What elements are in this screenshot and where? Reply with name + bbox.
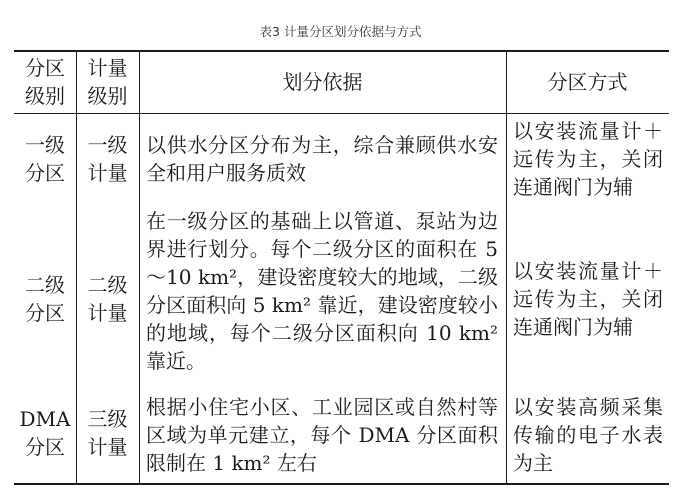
header-division-basis: 划分依据 xyxy=(282,70,363,94)
header-rule xyxy=(14,113,669,114)
bottom-rule xyxy=(14,483,669,485)
row1-metering-level: 一级 计量 xyxy=(87,133,128,185)
row2-division-basis: 在一级分区的基础上以管道、泵站为边界进行划分。每个二级分区的面积在 5～10 km²，建设密度较大的地域，二级分区面积向 5 km² 靠近，建设密度较小的地域，每个二级分区面积向 10 km² 靠近。 xyxy=(146,209,498,373)
column-divider-2 xyxy=(139,50,140,484)
header-zone-level: 分区 级别 xyxy=(25,56,65,108)
row2-zoning-method: 以安装流量计＋远传为主，关闭连通阀门为辅 xyxy=(513,259,663,339)
row2-metering-level: 二级 计量 xyxy=(87,273,128,325)
row1-division-basis: 以供水分区分布为主，综合兼顾供水安全和用户服务质效 xyxy=(146,133,498,185)
row1-zoning-method: 以安装流量计＋远传为主，关闭连通阀门为辅 xyxy=(513,119,663,199)
row1-zone-level: 一级 分区 xyxy=(25,133,65,185)
row3-division-basis: 根据小住宅小区、工业园区或自然村等区域为单元建立，每个 DMA 分区面积限制在 1 km² 左右 xyxy=(146,395,498,475)
column-divider-3 xyxy=(506,50,507,484)
row2-zone-level: 二级 分区 xyxy=(25,273,65,325)
table-caption: 表3 计量分区划分依据与方式 xyxy=(259,24,422,39)
row3-zoning-method: 以安装高频采集传输的电子水表为主 xyxy=(513,395,663,475)
row3-metering-level: 三级 计量 xyxy=(87,407,128,459)
header-zoning-method: 分区方式 xyxy=(547,70,628,94)
row3-zone-level: DMA 分区 xyxy=(19,407,71,459)
top-rule xyxy=(14,50,669,52)
header-metering-level: 计量 级别 xyxy=(87,56,128,108)
